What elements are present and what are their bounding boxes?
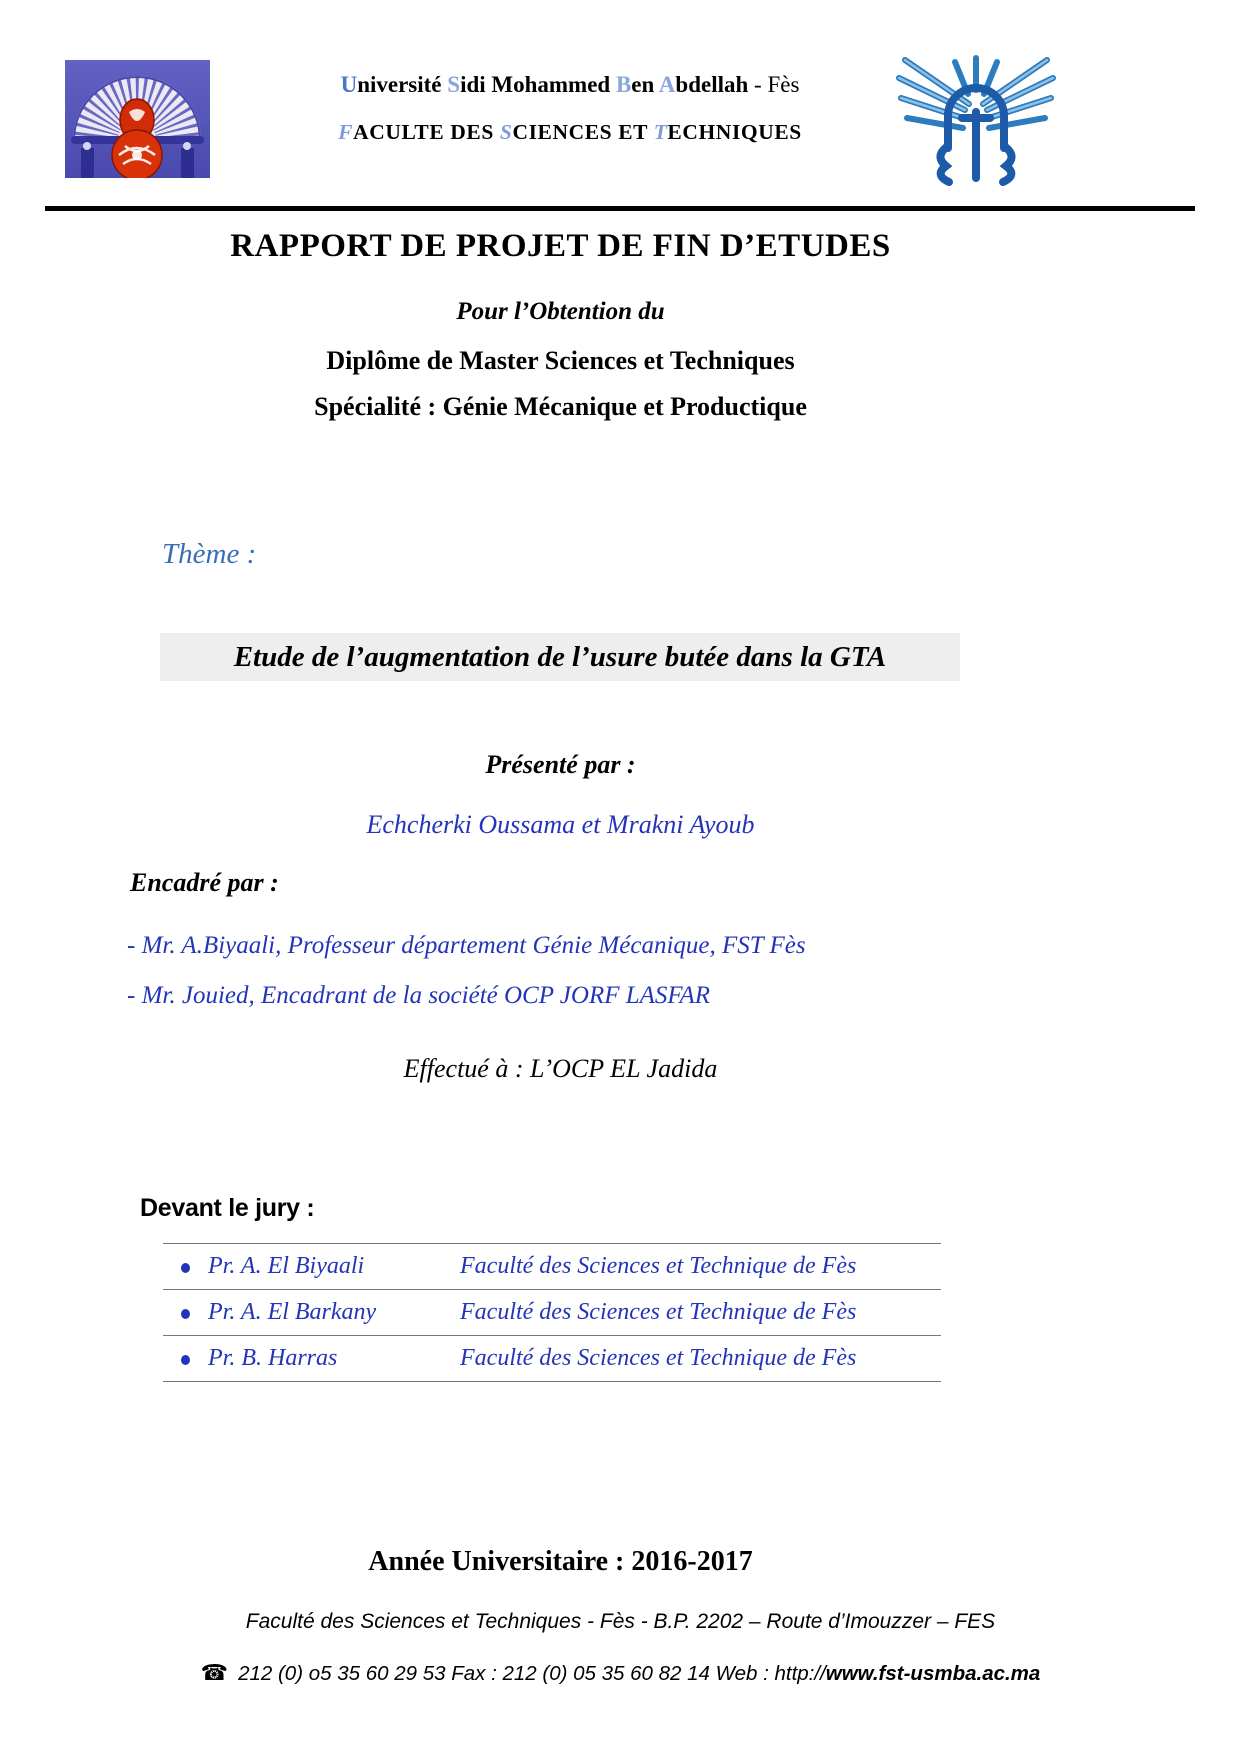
jury-section-label: Devant le jury : — [140, 1194, 315, 1222]
presented-by-label: Présenté par : — [485, 750, 636, 779]
report-title: RAPPORT DE PROJET DE FIN D’ETUDES — [230, 228, 891, 264]
specialty-line: Spécialité : Génie Mécanique et Productique — [314, 392, 807, 421]
table-row — [163, 1243, 941, 1289]
theme-title-banner: Etude de l’augmentation de l’usure butée dans la GTA — [160, 633, 960, 681]
footer-contact-text: 212 (0) o5 35 60 29 53 Fax : 212 (0) 05 35 60 82 14 Web : http://www.fst-usmba.ac.ma — [238, 1662, 1041, 1685]
academic-year: Année Universitaire : 2016-2017 — [368, 1546, 753, 1577]
jury-member-affiliation: Faculté des Sciences et Technique de Fès — [460, 1299, 857, 1325]
phone-icon: ☎ — [200, 1660, 229, 1685]
jury-member-name: Pr. A. El Biyaali — [208, 1253, 365, 1279]
internship-location: Effectué à : L’OCP EL Jadida — [403, 1054, 718, 1083]
footer-address: Faculté des Sciences et Techniques - Fès - B.P. 2202 – Route d’Imouzzer – FES — [245, 1610, 996, 1633]
table-row — [163, 1289, 941, 1335]
jury-member-affiliation: Faculté des Sciences et Technique de Fès — [460, 1253, 857, 1279]
fst-emblem-logo — [891, 50, 1061, 190]
table-row — [163, 1335, 941, 1382]
bullet-icon — [163, 1345, 208, 1372]
jury-member-name: Pr. A. El Barkany — [208, 1299, 377, 1325]
header-text-block — [230, 72, 910, 145]
university-name: Université Sidi Mohammed Ben Abdellah - Fès — [340, 72, 800, 97]
obtention-subtitle: Pour l’Obtention du — [456, 298, 665, 325]
supervisor-line: - Mr. A.Biyaali, Professeur département Génie Mécanique, FST Fès — [127, 932, 806, 959]
diploma-line: Diplôme de Master Sciences et Techniques — [326, 346, 795, 375]
supervised-by-label: Encadré par : — [130, 868, 279, 897]
university-seal-logo — [65, 60, 210, 178]
footer-contact — [0, 1660, 1241, 1686]
jury-table — [163, 1243, 941, 1382]
header-divider-rule — [45, 206, 1195, 211]
student-names: Echcherki Oussama et Mrakni Ayoub — [366, 810, 755, 839]
faculty-name: FACULTE DES SCIENCES ET TECHNIQUES — [338, 120, 802, 144]
jury-member-affiliation: Faculté des Sciences et Technique de Fès — [460, 1345, 857, 1371]
supervisor-line: - Mr. Jouied, Encadrant de la société OCP JORF LASFAR — [127, 982, 710, 1009]
theme-label: Thème : — [162, 538, 257, 570]
bullet-icon — [163, 1299, 208, 1326]
bullet-icon — [163, 1253, 208, 1280]
jury-member-name: Pr. B. Harras — [208, 1345, 338, 1371]
